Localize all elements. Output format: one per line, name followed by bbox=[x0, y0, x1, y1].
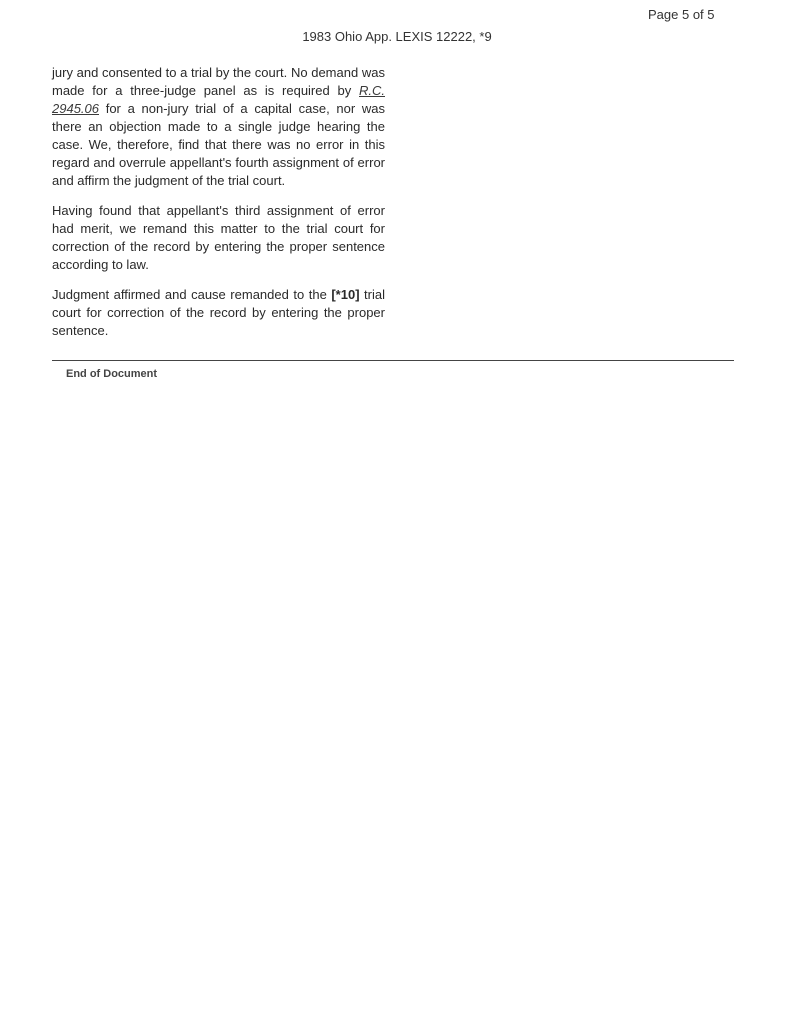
end-of-document-label: End of Document bbox=[66, 368, 158, 380]
paragraph-1-text-b: for a non-jury trial of a capital case, nor was there an objection made to a single judge hearing the case. We, therefore, find that there was no error in this regard and overrule appellant's fourth assignment of error and affirm the judgment of the trial court. bbox=[52, 101, 385, 188]
paragraph-1 bbox=[52, 64, 385, 190]
paragraph-3 bbox=[52, 286, 385, 340]
paragraph-2: Having found that appellant's third assignment of error had merit, we remand this matter to the trial court for correction of the record by entering the proper sentence according to law. bbox=[52, 203, 385, 272]
paragraph-3-text-b: trial court for correction of the record by entering the proper sentence. bbox=[52, 287, 386, 338]
paragraph-1-text-a: jury and consented to a trial by the court. No demand was made for a three-judge panel as is required by bbox=[52, 65, 385, 98]
end-divider bbox=[52, 360, 734, 361]
star-page-marker: [*10] bbox=[331, 287, 360, 302]
opinion-text bbox=[52, 64, 385, 352]
paragraph-3-text-a: Judgment affirmed and cause remanded to the bbox=[52, 287, 332, 302]
page-number: Page 5 of 5 bbox=[648, 7, 715, 22]
case-citation-header: 1983 Ohio App. LEXIS 12222, *9 bbox=[302, 29, 492, 44]
statute-citation-link[interactable]: R.C. 2945.06 bbox=[52, 83, 385, 116]
